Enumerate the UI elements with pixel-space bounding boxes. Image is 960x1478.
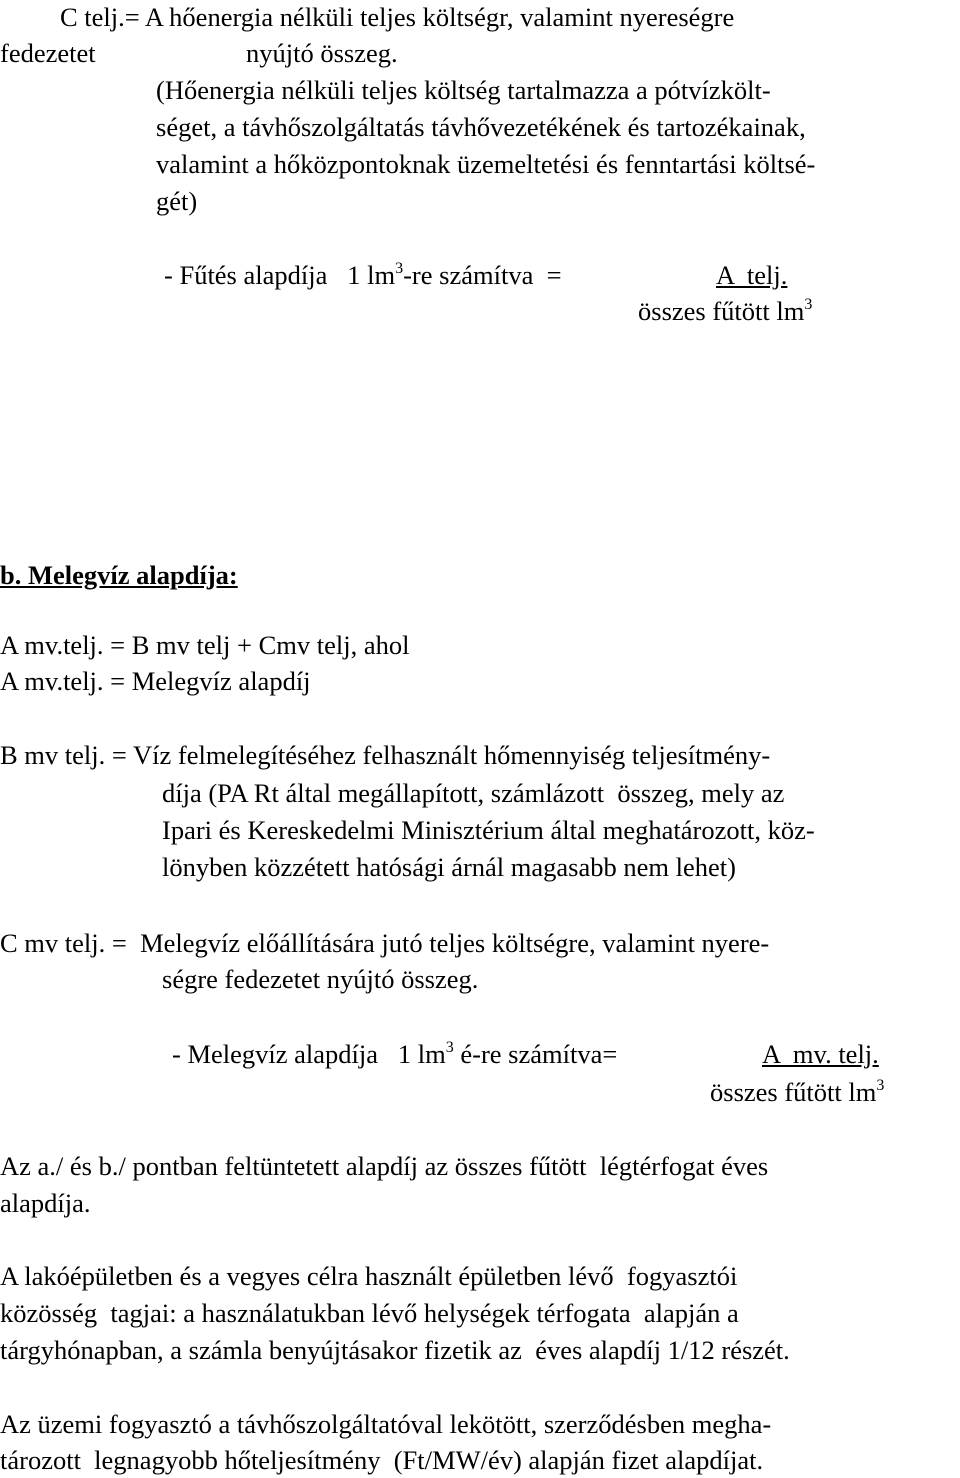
hot-water-formula-1: A mv.telj. = B mv telj + Cmv telj, ahol: [0, 630, 410, 660]
heating-fee-suffix: -re számítva =: [403, 260, 562, 290]
hot-water-fee-suffix: é-re számítva=: [453, 1039, 618, 1069]
heating-fee-denominator: összes fűtött $lm^3$: [638, 296, 813, 326]
hot-water-formula-2: A mv.telj. = Melegvíz alapdíj: [0, 666, 311, 696]
paragraph-3-line-2: tározott legnagyobb hőteljesítmény (Ft/MW/év) alapján fizet alapdíjat.: [0, 1445, 764, 1475]
section-b-title: b. Melegvíz alapdíja:: [0, 560, 238, 590]
note-line-4: gét): [156, 186, 198, 216]
c-telj-definition-line-2a: fedezetet: [0, 38, 96, 68]
hot-water-fee-numerator: A mv. telj.: [762, 1039, 879, 1069]
heating-fee-formula: [164, 262, 562, 289]
paragraph-3-line-1: Az üzemi fogyasztó a távhőszolgáltatóval lekötött, szerződésben megha-: [0, 1409, 772, 1439]
c-mv-definition-line-1: C mv telj. = Melegvíz előállítására jutó teljes költségre, valamint nyere-: [0, 928, 770, 958]
paragraph-2-line-1: A lakóépületben és a vegyes célra használt épületben lévő fogyasztói: [0, 1261, 738, 1291]
hot-water-fee-denominator: összes fűtött $lm^3$: [710, 1077, 885, 1107]
note-line-2: séget, a távhőszolgáltatás távhővezetékének és tartozékainak,: [156, 112, 806, 142]
hot-water-fee-exponent: 3: [445, 1039, 454, 1056]
heating-fee-denominator-exponent: 3: [804, 296, 813, 313]
paragraph-1-line-2: alapdíja.: [0, 1188, 91, 1218]
heating-fee-exponent: 3: [395, 260, 404, 277]
c-mv-definition-line-2: ségre fedezetet nyújtó összeg.: [162, 964, 479, 994]
c-telj-definition-line-2b: nyújtó összeg.: [246, 38, 398, 68]
hot-water-fee-formula: [172, 1041, 617, 1068]
hot-water-fee-denominator-exponent: 3: [876, 1077, 885, 1094]
heating-fee-label: - Fűtés alapdíja 1 lm: [164, 260, 396, 290]
b-mv-definition-line-3: Ipari és Kereskedelmi Minisztérium által meghatározott, köz-: [162, 815, 815, 845]
heating-fee-numerator: A telj.: [716, 260, 788, 290]
hot-water-fee-label: - Melegvíz alapdíja 1 lm: [172, 1039, 446, 1069]
note-line-1: (Hőenergia nélküli teljes költség tartalmazza a pótvízkölt-: [156, 75, 771, 105]
b-mv-definition-line-4: lönyben közzétett hatósági árnál magasabb nem lehet): [162, 852, 736, 882]
b-mv-definition-line-2: díja (PA Rt által megállapított, számlázott összeg, mely az: [162, 778, 785, 808]
b-mv-definition-line-1: B mv telj. = Víz felmelegítéséhez felhasznált hőmennyiség teljesítmény-: [0, 740, 771, 770]
note-line-3: valamint a hőközpontoknak üzemeltetési és fenntartási költsé-: [156, 149, 816, 179]
c-telj-definition-line-1: C telj.= A hőenergia nélküli teljes költségr, valamint nyereségre: [60, 2, 735, 32]
paragraph-2-line-2: közösség tagjai: a használatukban lévő helységek térfogata alapján a: [0, 1298, 739, 1328]
paragraph-2-line-3: tárgyhónapban, a számla benyújtásakor fizetik az éves alapdíj 1/12 részét.: [0, 1335, 790, 1365]
paragraph-1-line-1: Az a./ és b./ pontban feltüntetett alapdíj az összes fűtött légtérfogat éves: [0, 1151, 769, 1181]
